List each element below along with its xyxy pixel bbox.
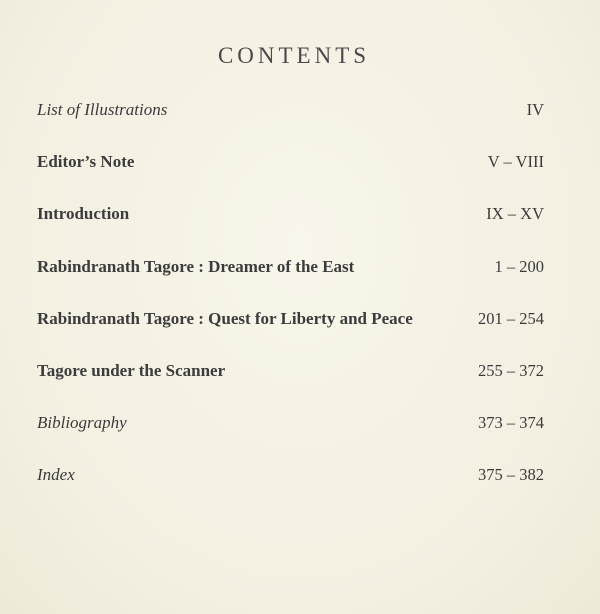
toc-entry-label: Tagore under the Scanner (37, 360, 226, 380)
toc-entry (37, 152, 544, 204)
toc-entry (37, 413, 544, 465)
toc-entry-pages: 255 – 372 (478, 360, 544, 380)
toc-entry-pages: 373 – 374 (478, 413, 544, 433)
toc-entry-label: List of Illustrations (37, 100, 168, 119)
toc-entry (37, 204, 544, 256)
toc-entry (37, 361, 544, 413)
toc-entry-pages: IX – XV (486, 204, 544, 224)
toc-entry-label: Bibliography (37, 413, 127, 433)
toc-entry-pages: 201 – 254 (478, 308, 544, 328)
table-of-contents (37, 100, 544, 518)
toc-entry-pages: IV (526, 100, 544, 119)
toc-entry-pages: 1 – 200 (494, 256, 544, 276)
toc-entry-label: Editor’s Note (37, 152, 135, 172)
toc-entry (37, 309, 544, 361)
toc-entry (37, 465, 544, 517)
toc-entry-pages: 375 – 382 (478, 465, 544, 485)
toc-entry-label: Rabindranath Tagore : Dreamer of the East (37, 256, 355, 276)
toc-entry-label: Index (37, 465, 75, 485)
toc-entry-label: Rabindranath Tagore : Quest for Liberty and Peace (37, 308, 413, 328)
toc-entry-pages: V – VIII (487, 152, 544, 172)
toc-entry (37, 100, 544, 152)
page-title: CONTENTS (217, 43, 371, 69)
toc-entry-label: Introduction (37, 204, 130, 224)
toc-entry (37, 257, 544, 309)
